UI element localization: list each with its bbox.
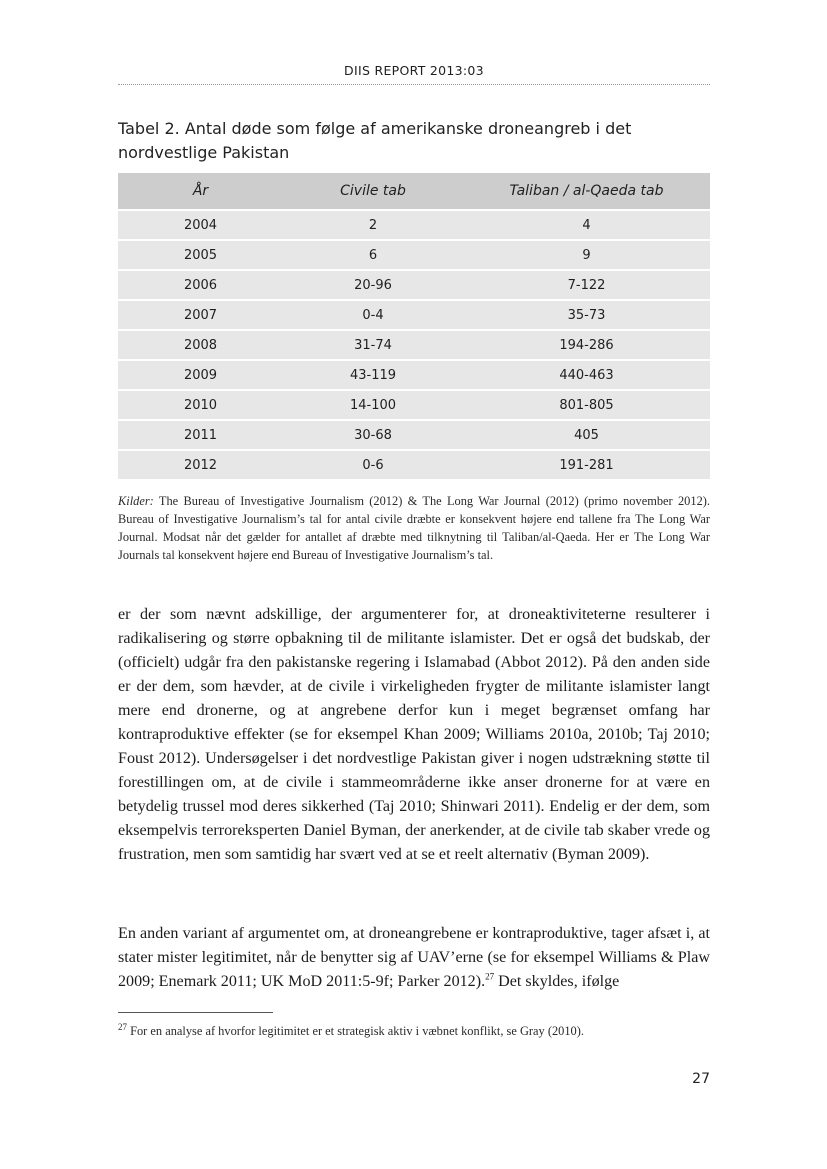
- table-source-note: [118, 492, 710, 564]
- cell-taliban: 191-281: [463, 450, 710, 479]
- table-row: [118, 330, 710, 360]
- cell-taliban: 4: [463, 210, 710, 240]
- table-caption-line-2: nordvestlige Pakistan: [118, 143, 290, 162]
- cell-civilians: 2: [283, 210, 463, 240]
- cell-year: 2004: [118, 210, 283, 240]
- source-label: Kilder:: [118, 494, 154, 508]
- cell-civilians: 6: [283, 240, 463, 270]
- cell-year: 2011: [118, 420, 283, 450]
- cell-year: 2007: [118, 300, 283, 330]
- footnote-text: For en analyse af hvorfor legitimitet er et strategisk aktiv i væbnet konflikt, se Gray (2010).: [127, 1024, 584, 1038]
- cell-taliban: 405: [463, 420, 710, 450]
- cell-taliban: 801-805: [463, 390, 710, 420]
- column-header-year: År: [118, 173, 283, 210]
- table-row: [118, 240, 710, 270]
- body-paragraph-1: er der som nævnt adskillige, der argumenterer for, at droneaktiviteterne resulterer i radikalisering og større opbakning til de militante islamister. Det er også det budskab, der (officielt) udgår fra den pakistanske regering i Islamabad (Abbot 2012). På den anden side er der dem, som hævder, at de civile i virkeligheden frygter de militante islamister langt mere end dronerne, og at angrebene derfor kun i meget begrænset omfang har kontraproduktive effekter (se for eksempel Khan 2009; Williams 2010a, 2010b; Taj 2010; Foust 2012). Undersøgelser i det nordvestlige Pakistan giver i nogen udstrækning støtte til forestillingen om, at de civile i stammeområderne ikke anser dronerne for at være en betydelig trussel mod deres sikkerhed (Taj 2010; Shinwari 2011). Endelig er der dem, som eksempelvis terroreksperten Daniel Byman, der anerkender, at de civile tab skaber vrede og frustration, men som samtidig har svært ved at se et reelt alternativ (Byman 2009).: [118, 606, 710, 863]
- cell-civilians: 14-100: [283, 390, 463, 420]
- footnote: [118, 1022, 710, 1040]
- cell-year: 2012: [118, 450, 283, 479]
- table-caption-line-1: Tabel 2. Antal døde som følge af amerikanske droneangreb i det: [118, 119, 632, 138]
- cell-year: 2005: [118, 240, 283, 270]
- cell-civilians: 0-4: [283, 300, 463, 330]
- table-header-row: [118, 173, 710, 210]
- cell-taliban: 35-73: [463, 300, 710, 330]
- cell-year: 2010: [118, 390, 283, 420]
- table-row: [118, 390, 710, 420]
- table-caption: [118, 117, 710, 165]
- cell-year: 2006: [118, 270, 283, 300]
- cell-civilians: 30-68: [283, 420, 463, 450]
- cell-civilians: 31-74: [283, 330, 463, 360]
- table-row: [118, 450, 710, 479]
- table-row: [118, 420, 710, 450]
- table-row: [118, 270, 710, 300]
- cell-civilians: 0-6: [283, 450, 463, 479]
- table-row: [118, 360, 710, 390]
- paragraph-2-continuation: Det skyldes, ifølge: [494, 973, 620, 990]
- source-text: The Bureau of Investigative Journalism (2012) & The Long War Journal (2012) (primo november 2012). Bureau of Investigative Journalism’s tal for antal civile dræbte er konsekvent højere end tallene fra The Long War Journal. Modsat når det gælder for antallet af dræbte med tilknytning til Taliban/al-Qaeda. Her er The Long War Journals tal konsekvent højere end Bureau of Investigative Journalism’s tal.: [118, 494, 710, 562]
- footnote-divider: [118, 1012, 273, 1013]
- cell-taliban: 7-122: [463, 270, 710, 300]
- drone-casualties-table: [118, 173, 710, 479]
- cell-year: 2009: [118, 360, 283, 390]
- body-paragraph-2: [118, 922, 710, 994]
- footnote-reference[interactable]: 27: [485, 971, 495, 982]
- column-header-taliban: Taliban / al-Qaeda tab: [463, 173, 710, 210]
- cell-civilians: 20-96: [283, 270, 463, 300]
- paragraph-2-text: En anden variant af argumentet om, at droneangrebene er kontraproduktive, tager afsæt i, at stater mister legitimitet, når de benytter sig af UAV’erne (se for eksempel Williams & Plaw 2009; Enemark 2011; UK MoD 2011:5-9f; Parker 2012).: [118, 925, 710, 990]
- footnote-number: 27: [118, 1021, 127, 1032]
- cell-taliban: 9: [463, 240, 710, 270]
- cell-year: 2008: [118, 330, 283, 360]
- cell-civilians: 43-119: [283, 360, 463, 390]
- table-row: [118, 300, 710, 330]
- column-header-civilians: Civile tab: [283, 173, 463, 210]
- table-row: [118, 210, 710, 240]
- cell-taliban: 440-463: [463, 360, 710, 390]
- page-number: 27: [692, 1071, 710, 1087]
- running-header: DIIS REPORT 2013:03: [344, 63, 484, 78]
- header-rule: [118, 84, 710, 85]
- cell-taliban: 194-286: [463, 330, 710, 360]
